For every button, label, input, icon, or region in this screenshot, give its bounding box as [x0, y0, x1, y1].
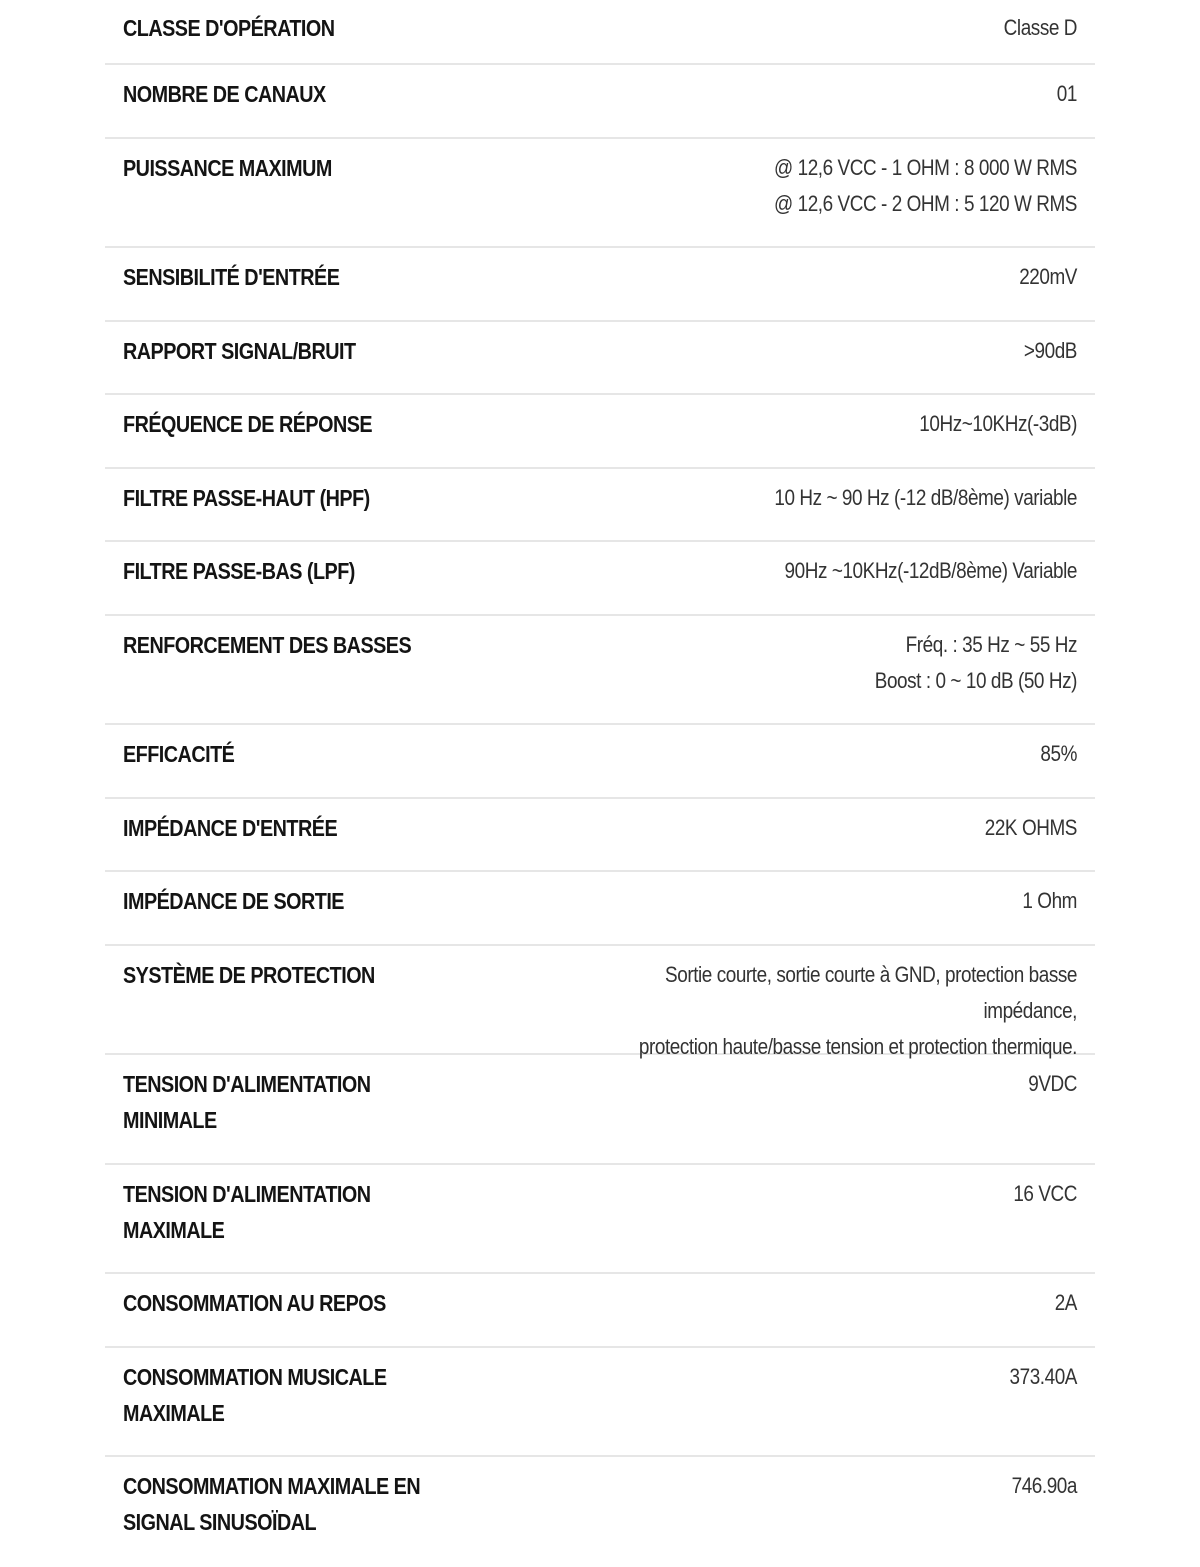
spec-label: TENSION D'ALIMENTATION MINIMALE	[123, 1071, 371, 1133]
spec-value: 9VDC	[1028, 1071, 1077, 1096]
spec-label: RENFORCEMENT DES BASSES	[123, 631, 412, 658]
spec-label: CONSOMMATION MUSICALE MAXIMALE	[123, 1363, 387, 1426]
spec-row-idle-current	[105, 1274, 1095, 1348]
spec-row-input-sensitivity	[105, 248, 1095, 322]
spec-value: @ 12,6 VCC - 1 OHM : 8 000 W RMS @ 12,6 VCC - 2 OHM : 5 120 W RMS	[773, 154, 1077, 216]
spec-label: RAPPORT SIGNAL/BRUIT	[123, 337, 356, 364]
spec-value: 746.90a	[1011, 1473, 1077, 1498]
spec-row-min-supply-voltage	[105, 1055, 1095, 1165]
spec-row-bass-boost	[105, 616, 1095, 726]
spec-row-lpf	[105, 542, 1095, 616]
spec-label: NOMBRE DE CANAUX	[123, 81, 326, 107]
spec-label: FILTRE PASSE-BAS (LPF)	[123, 558, 355, 584]
spec-label: CLASSE D'OPÉRATION	[123, 15, 335, 41]
spec-value: 2A	[1054, 1290, 1077, 1315]
spec-value: 1 Ohm	[1022, 888, 1077, 913]
spec-label: SENSIBILITÉ D'ENTRÉE	[123, 264, 340, 290]
spec-row-max-power	[105, 139, 1095, 249]
spec-label: SYSTÈME DE PROTECTION	[123, 961, 375, 988]
spec-value: >90dB	[1023, 337, 1077, 363]
spec-row-input-impedance	[105, 799, 1095, 873]
spec-label: FRÉQUENCE DE RÉPONSE	[123, 411, 373, 437]
spec-label: CONSOMMATION MAXIMALE EN SIGNAL SINUSOÏDAL	[123, 1473, 421, 1535]
spec-value: 220mV	[1019, 264, 1077, 289]
spec-value: Classe D	[1003, 15, 1077, 40]
spec-value: 16 VCC	[1013, 1180, 1077, 1206]
spec-row-channels	[105, 65, 1095, 139]
spec-row-protection	[105, 946, 1095, 1059]
spec-value: 10Hz~10KHz(-3dB)	[919, 411, 1077, 436]
spec-table	[105, 0, 1095, 1567]
spec-row-frequency-response	[105, 395, 1095, 469]
spec-label: FILTRE PASSE-HAUT (HPF)	[123, 484, 370, 511]
spec-label: TENSION D'ALIMENTATION MAXIMALE	[123, 1180, 371, 1243]
spec-value: 85%	[1040, 741, 1077, 766]
spec-value: 10 Hz ~ 90 Hz (-12 dB/8ème) variable	[774, 484, 1077, 510]
spec-row-max-sine-current	[105, 1457, 1095, 1567]
spec-value: 22K OHMS	[984, 814, 1077, 840]
spec-value: 01	[1056, 81, 1077, 106]
spec-value: 90Hz ~10KHz(-12dB/8ème) Variable	[784, 558, 1077, 583]
spec-row-efficiency	[105, 725, 1095, 799]
spec-row-operation-class	[105, 0, 1095, 65]
spec-value: Sortie courte, sortie courte à GND, protection basse impédance, protection haute/basse tension et protection thermique.	[638, 961, 1077, 1059]
spec-label: IMPÉDANCE D'ENTRÉE	[123, 814, 338, 841]
spec-label: IMPÉDANCE DE SORTIE	[123, 888, 344, 914]
spec-row-hpf	[105, 469, 1095, 543]
spec-row-max-supply-voltage	[105, 1165, 1095, 1275]
spec-value: Fréq. : 35 Hz ~ 55 Hz Boost : 0 ~ 10 dB (50 Hz)	[874, 631, 1077, 693]
spec-row-max-music-current	[105, 1348, 1095, 1458]
spec-label: PUISSANCE MAXIMUM	[123, 154, 332, 181]
spec-row-output-impedance	[105, 872, 1095, 946]
spec-value: 373.40A	[1009, 1363, 1077, 1389]
spec-label: CONSOMMATION AU REPOS	[123, 1290, 386, 1316]
spec-row-snr	[105, 322, 1095, 396]
spec-label: EFFICACITÉ	[123, 741, 235, 767]
